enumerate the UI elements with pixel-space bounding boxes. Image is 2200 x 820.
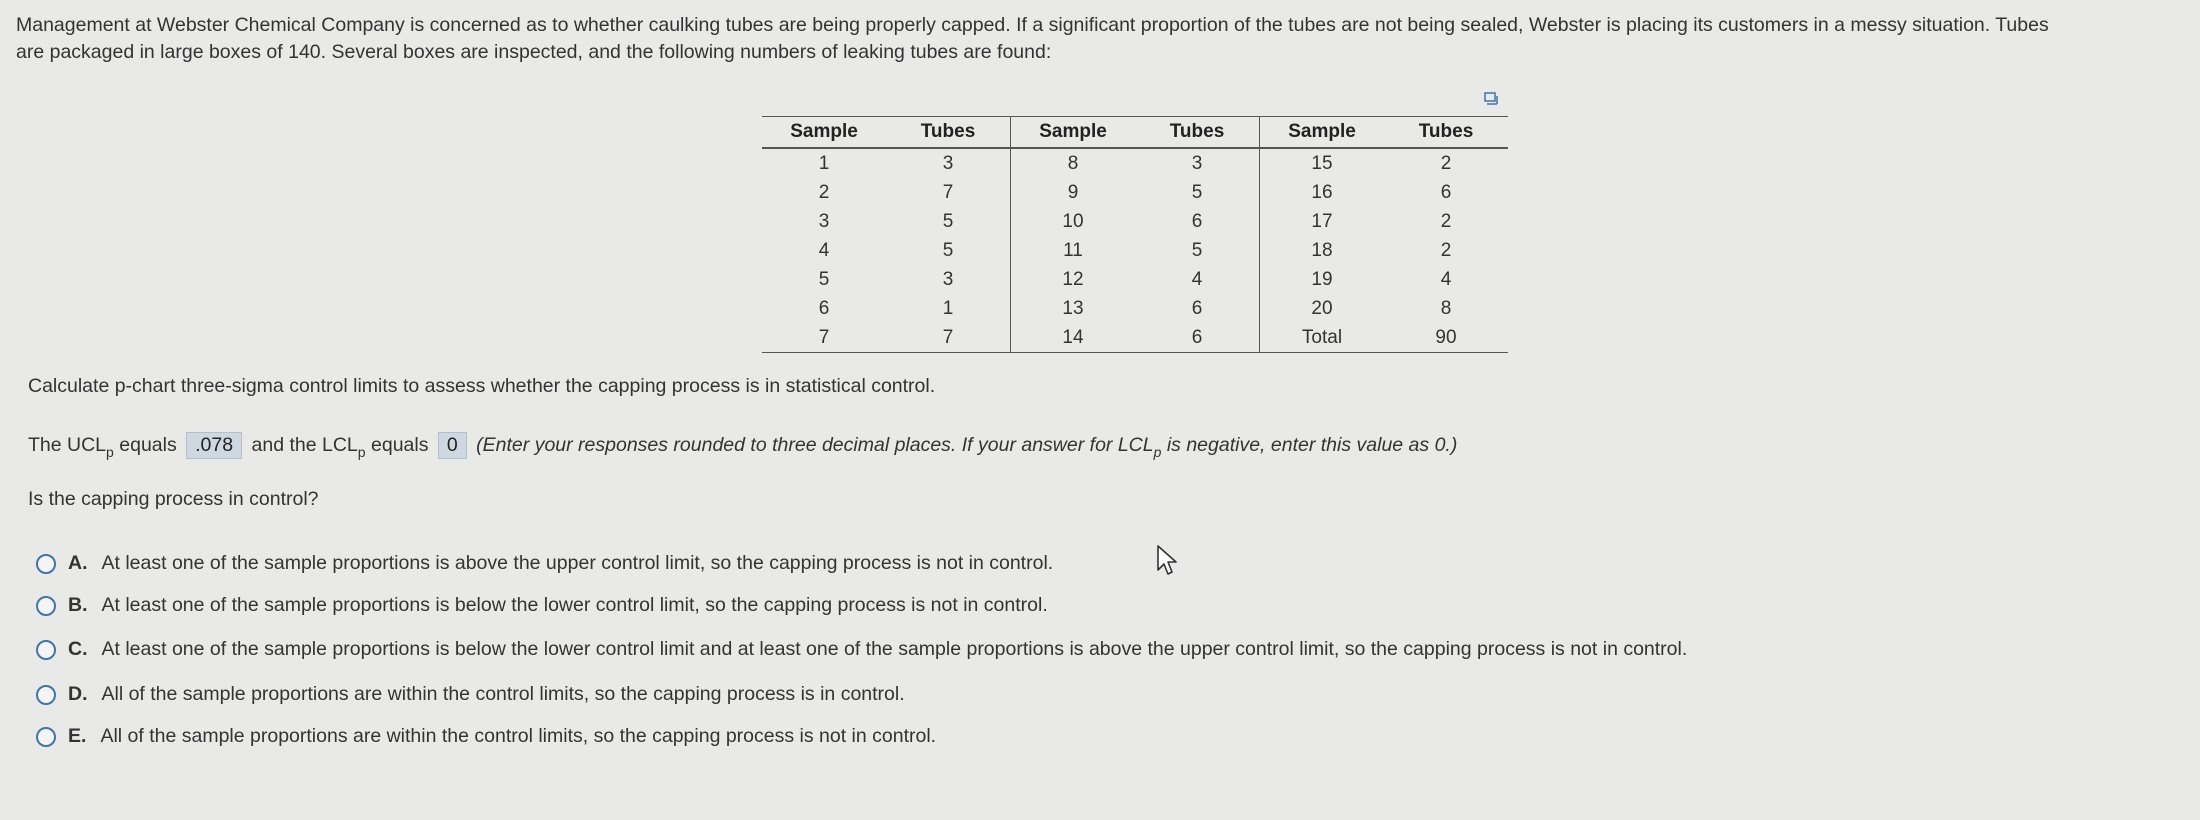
table-row	[762, 265, 1508, 294]
table-header: Tubes	[1384, 117, 1508, 149]
table-cell: 7	[886, 178, 1011, 207]
table-cell: 13	[1062, 297, 1084, 319]
table-cell: 5	[886, 207, 1011, 236]
radio-button[interactable]	[36, 554, 56, 574]
problem-statement	[16, 12, 2176, 66]
table-cell: 16	[1311, 181, 1333, 203]
table-cell: 2	[1440, 239, 1452, 261]
instruction-note-part-1: (Enter your responses rounded to three decimal places. If your answer for LCL	[476, 434, 1154, 456]
table-cell: 14	[1011, 323, 1136, 353]
table-cell: 6	[1135, 207, 1260, 236]
instruction-note-part-2: is negative, enter this value as 0.)	[1166, 434, 1458, 456]
note-subscript: p	[1153, 444, 1162, 460]
table-cell: 5	[1135, 236, 1260, 265]
option-b[interactable]	[36, 594, 1048, 617]
table-cell: 3	[886, 265, 1011, 294]
table-row	[762, 178, 1508, 207]
option-e[interactable]	[36, 725, 936, 748]
table-cell: 1	[886, 294, 1011, 323]
table-cell: 6	[1440, 181, 1452, 203]
table-cell: 5	[886, 236, 1011, 265]
table-cell: 9	[1067, 181, 1079, 203]
table-cell: 17	[1311, 210, 1333, 232]
table-row	[762, 294, 1508, 323]
table-row	[762, 207, 1508, 236]
question-in-control: Is the capping process in control?	[28, 488, 319, 510]
table-cell: 4	[1135, 265, 1260, 294]
table-cell: 11	[1063, 239, 1083, 261]
option-letter: A.	[68, 552, 88, 574]
radio-button[interactable]	[36, 640, 56, 660]
option-text: At least one of the sample proportions is below the lower control limit, so the capping process is not in control.	[101, 594, 1048, 616]
option-c[interactable]	[36, 638, 1687, 661]
option-letter: C.	[68, 638, 88, 660]
instruction-note	[476, 434, 1458, 460]
equals-text: equals	[371, 434, 429, 456]
table-row	[762, 323, 1508, 353]
question-control-limits: Calculate p-chart three-sigma control limits to assess whether the capping process is in statistical control.	[28, 375, 936, 397]
option-letter: D.	[68, 683, 88, 705]
table-cell: 6	[1135, 323, 1260, 353]
table-cell: 4	[818, 239, 830, 261]
table-header-row	[762, 117, 1508, 149]
table-header: Sample	[1260, 117, 1385, 149]
radio-button[interactable]	[36, 727, 56, 747]
table-row	[762, 236, 1508, 265]
leaking-tubes-table	[762, 116, 1508, 353]
table-cell: 8	[1440, 297, 1452, 319]
option-text: At least one of the sample proportions is below the lower control limit and at least one of the sample proportions is above the upper control limit, so the capping process is not in control.	[101, 638, 1688, 660]
table-cell: 3	[886, 148, 1011, 178]
table-header: Tubes	[886, 117, 1011, 149]
table-cell: Total	[1260, 323, 1385, 353]
intro-line-2: are packaged in large boxes of 140. Several boxes are inspected, and the following numbers of leaking tubes are found:	[16, 41, 1052, 63]
ucl-answer-input[interactable]: .078	[186, 432, 242, 459]
table-cell: 2	[818, 181, 830, 203]
table-cell: 5	[818, 268, 830, 290]
intro-line-1: Management at Webster Chemical Company is concerned as to whether caulking tubes are being properly capped. If a significant proportion of the tubes are not being sealed, Webster is placing its customers in a messy situation. Tubes	[16, 14, 2049, 36]
lcl-label: and the LCL	[251, 434, 358, 456]
table-cell: 6	[818, 297, 830, 319]
table-header: Sample	[1011, 117, 1136, 149]
table-header: Sample	[762, 117, 886, 149]
equals-text: equals	[119, 434, 177, 456]
table-cell: 1	[818, 152, 830, 174]
table-cell: 15	[1311, 152, 1333, 174]
mouse-pointer-icon	[1156, 544, 1186, 580]
table-cell: 90	[1384, 323, 1508, 353]
table-cell: 7	[886, 323, 1011, 353]
ucl-label: The UCL	[28, 434, 107, 456]
option-a[interactable]	[36, 552, 1053, 575]
ucl-subscript: p	[106, 444, 114, 460]
option-d[interactable]	[36, 683, 905, 706]
table-cell: 8	[1067, 152, 1079, 174]
ucl-lcl-answer-line	[28, 432, 1457, 460]
option-letter: E.	[68, 725, 87, 747]
table-cell: 19	[1311, 268, 1333, 290]
lcl-subscript: p	[357, 444, 366, 460]
option-letter: B.	[68, 594, 88, 616]
table-cell: 20	[1311, 297, 1333, 319]
table-cell: 3	[818, 210, 830, 232]
table-cell: 5	[1135, 178, 1260, 207]
table-cell: 4	[1440, 268, 1452, 290]
table-cell: 6	[1135, 294, 1260, 323]
table-cell: 2	[1440, 210, 1452, 232]
table-cell: 18	[1311, 239, 1333, 261]
option-text: At least one of the sample proportions is above the upper control limit, so the capping process is not in control.	[101, 552, 1054, 574]
table-cell: 10	[1062, 210, 1084, 232]
copy-icon[interactable]	[1484, 92, 1498, 106]
table-cell: 2	[1440, 152, 1452, 174]
option-text: All of the sample proportions are within the control limits, so the capping process is not in control.	[100, 725, 937, 747]
table-row	[762, 148, 1508, 178]
option-text: All of the sample proportions are within the control limits, so the capping process is in control.	[101, 683, 905, 705]
radio-button[interactable]	[36, 596, 56, 616]
lcl-answer-input[interactable]: 0	[438, 432, 467, 459]
table-cell: 3	[1135, 148, 1260, 178]
radio-button[interactable]	[36, 685, 56, 705]
table-cell: 7	[762, 323, 886, 353]
table-cell: 12	[1062, 268, 1084, 290]
table-header: Tubes	[1135, 117, 1260, 149]
